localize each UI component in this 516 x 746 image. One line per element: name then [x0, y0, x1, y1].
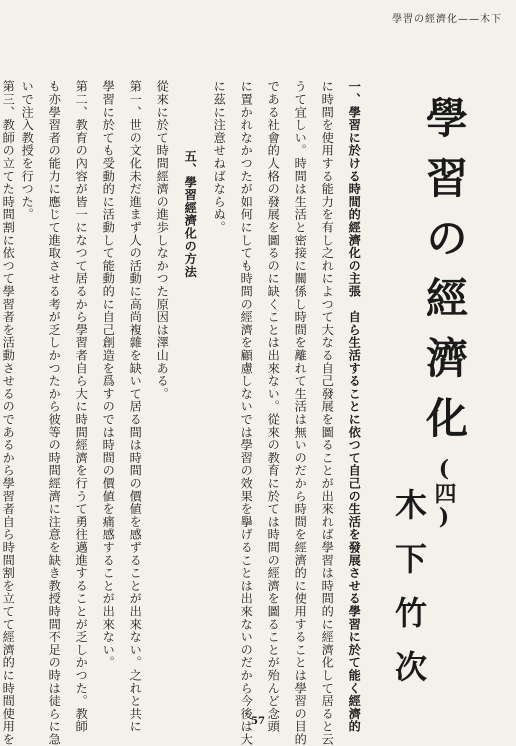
running-head: 學習の經濟化——木下	[392, 14, 502, 25]
body-column: 學習に於ても受動的に活動して能動的に自己創造を爲すのでは時間の價値を痛感することが出來ない。	[101, 80, 116, 669]
body-column: に置かれなかつたが如何にしても時間の經濟を顧慮しないでは學習の效果を擧げることは出來ないのだから今後は大	[239, 80, 254, 746]
body-column: に茲に注意せねばならぬ。	[212, 80, 227, 234]
body-column: いで注入教授を行つた。	[20, 80, 35, 221]
body-column: も亦學習者の能力に應じて進取させる考が乏しかつたから彼等の時間經濟に注意を缺き教授時間不足の時は徒らに急	[47, 80, 62, 746]
section-heading: 五、學習經濟化の方法	[183, 150, 198, 278]
body-column: 第三、教師の立てた時間割に依つて學習者を活動させるのであるから學習者自ら時間割を立てて經濟的に時間使用を	[1, 80, 16, 746]
body-column: 從來に於て時間經濟の進歩しなかつた原因は澤山ある。	[155, 80, 170, 400]
body-column: に時間を使用する能力を有し之れによつて大なる自己發展を圖ることが出來れば學習は時間的に經濟化して居ると云	[320, 80, 335, 746]
article-title-text: 學習の經濟化	[420, 96, 469, 456]
body-column: 一、學習に於ける時間的經濟化の主張 自ら生活することに依つて自己の生活を發展させる學習に於て能く經濟的	[347, 80, 362, 733]
article-title-number: (四)	[431, 456, 457, 530]
body-column: うて宜しい。時間は生活と密接に關係し時間を離れて生活は無いのだから時間を經濟的に使用することは學習の目的	[293, 80, 308, 746]
article-title	[414, 96, 474, 530]
body-column: 第二、教育の內容が皆一になつて居るから學習者自ら大に時間經濟を行うて勇往邁進することが乏しかつた。教師	[74, 80, 89, 733]
author-name: 木下竹次	[390, 488, 428, 704]
body-column: である社會的人格の發展を圖るのに缺くことは出來ない。從來の教育に於ては時間の經濟を圖ることが殆んど念頭	[266, 80, 281, 733]
body-column: 第一、世の文化未だ進まず人の活動に高尚複雜を缺いて居る間は時間の價値を感ずることが出來ない。之れと共に	[128, 80, 143, 733]
page-number: 57	[251, 716, 265, 727]
